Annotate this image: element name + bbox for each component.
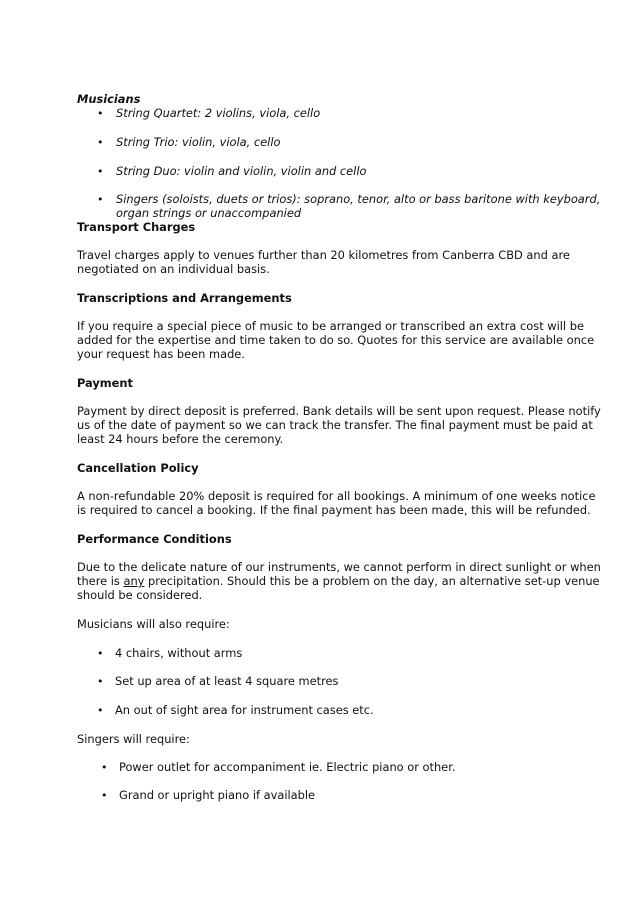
list-item: Power outlet for accompaniment ie. Electric piano or other.	[119, 760, 456, 774]
bullet-icon: •	[97, 675, 104, 688]
performance-text-line: Due to the delicate nature of our instruments, we cannot perform in direct sunlight or when	[77, 560, 601, 574]
transcriptions-text-line: If you require a special piece of music to be arranged or transcribed an extra cost will be	[77, 319, 584, 333]
bullet-icon: •	[97, 193, 104, 206]
bullet-icon: •	[97, 165, 104, 178]
cancellation-text-line: is required to cancel a booking. If the final payment has been made, this will be refunded.	[77, 503, 591, 517]
performance-heading: Performance Conditions	[77, 532, 232, 546]
text-segment: precipitation. Should this be a problem on the day, an alternative set-up venue	[144, 574, 600, 588]
list-item: Grand or upright piano if available	[119, 788, 316, 802]
musicians-heading: Musicians	[77, 92, 141, 106]
musicians-require-intro: Musicians will also require:	[77, 617, 230, 631]
bullet-icon: •	[101, 761, 108, 774]
list-item: Singers (soloists, duets or trios): soprano, tenor, alto or bass baritone with keyboard,	[116, 192, 601, 206]
list-item: String Quartet: 2 violins, viola, cello	[116, 106, 321, 120]
bullet-icon: •	[97, 107, 104, 120]
list-item: An out of sight area for instrument cases etc.	[115, 703, 374, 717]
bullet-icon: •	[97, 647, 104, 660]
performance-text-line: should be considered.	[77, 588, 203, 602]
payment-text-line: least 24 hours before the ceremony.	[77, 432, 284, 446]
list-item: 4 chairs, without arms	[115, 646, 243, 660]
payment-text-line: us of the date of payment so we can track the transfer. The final payment must be paid at	[77, 418, 593, 432]
cancellation-heading: Cancellation Policy	[77, 461, 199, 475]
transport-heading: Transport Charges	[77, 220, 196, 234]
cancellation-text-line: A non-refundable 20% deposit is required for all bookings. A minimum of one weeks notice	[77, 489, 596, 503]
list-item: Set up area of at least 4 square metres	[115, 674, 339, 688]
bullet-icon: •	[101, 789, 108, 802]
transcriptions-text-line: added for the expertise and time taken to do so. Quotes for this service are available once	[77, 333, 595, 347]
list-item: String Trio: violin, viola, cello	[116, 135, 281, 149]
bullet-icon: •	[97, 136, 104, 149]
performance-text-line	[77, 574, 600, 588]
payment-text-line: Payment by direct deposit is preferred. Bank details will be sent upon request. Please notify	[77, 404, 601, 418]
transport-text-line: Travel charges apply to venues further than 20 kilometres from Canberra CBD and are	[77, 248, 570, 262]
payment-heading: Payment	[77, 376, 133, 390]
transcriptions-heading: Transcriptions and Arrangements	[77, 291, 292, 305]
transport-text-line: negotiated on an individual basis.	[77, 262, 270, 276]
list-item-continuation: organ strings or unaccompanied	[116, 206, 302, 220]
singers-require-intro: Singers will require:	[77, 732, 190, 746]
bullet-icon: •	[97, 704, 104, 717]
underlined-emphasis: any	[123, 574, 145, 588]
transcriptions-text-line: your request has been made.	[77, 347, 245, 361]
text-segment: there is	[77, 574, 124, 588]
list-item: String Duo: violin and violin, violin and cello	[116, 164, 367, 178]
